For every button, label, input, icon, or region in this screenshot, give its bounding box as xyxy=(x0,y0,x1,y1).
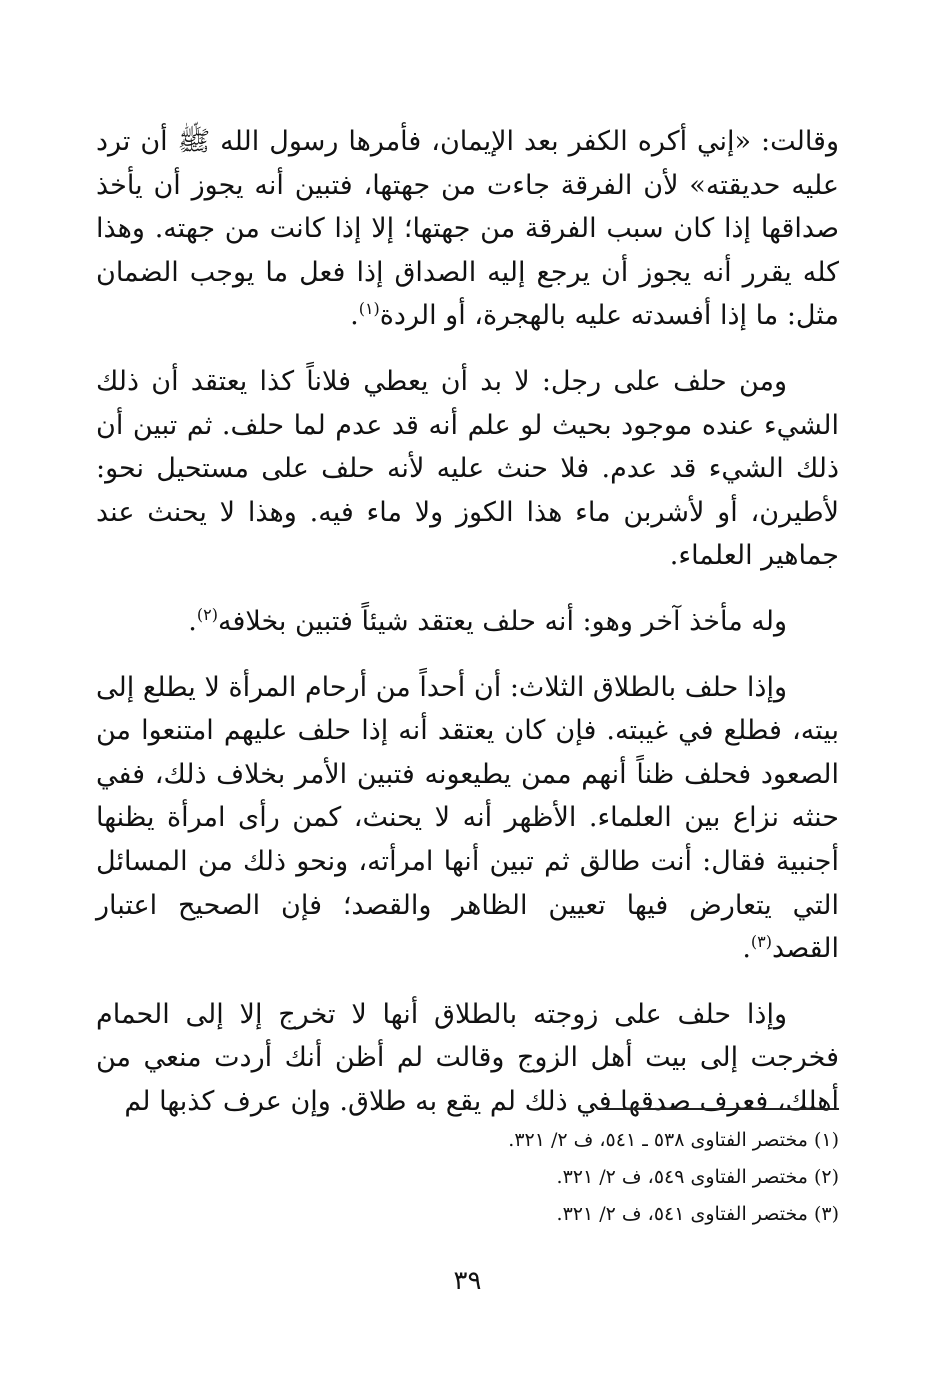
footnote-1: (١) مختصر الفتاوى ٥٣٨ ـ ٥٤١، ف ٢/ ٣٢١. xyxy=(508,1129,839,1151)
paragraph-text: وإذا حلف على زوجته بالطلاق أنها لا تخرج إلا إلى الحمام فخرجت إلى بيت أهل الزوج وقالت لم أظن أنك أردت منعي من أهلك، فعرف صدقها في ذلك لم يقع به طلاق. وإن عرف كذبها لم xyxy=(96,998,839,1117)
footnote-reference: (١) xyxy=(358,299,380,319)
footnote-2: (٢) مختصر الفتاوى ٥٤٩، ف ٢/ ٣٢١. xyxy=(556,1166,839,1188)
page-number: ٣٩ xyxy=(453,1266,482,1296)
paragraph-3 xyxy=(96,600,839,644)
footnote-3: (٣) مختصر الفتاوى ٥٤١، ف ٢/ ٣٢١. xyxy=(556,1203,839,1225)
footnote-reference: (٣) xyxy=(750,932,773,952)
paragraph-text: وله مأخذ آخر وهو: أنه حلف يعتقد شيئاً فتبين بخلافه xyxy=(217,605,787,637)
paragraph-end: . xyxy=(350,300,359,332)
footnotes xyxy=(96,1122,839,1233)
paragraph-1 xyxy=(96,120,839,338)
page-body xyxy=(96,120,839,1145)
paragraph-2 xyxy=(96,360,839,578)
paragraph-text: ومن حلف على رجل: لا بد أن يعطي فلاناً كذا يعتقد أن ذلك الشيء عنده موجود بحيث لو علم أنه قد عدم لما حلف. ثم تبين أن ذلك الشيء قد عدم. فلا حنث عليه لأنه حلف على مستحيل نحو: لأطيرن، أو لأشربن ماء هذا الكوز ولا ماء فيه. وهذا لا يحنث عند جماهير العلماء. xyxy=(96,365,839,572)
paragraph-5 xyxy=(96,993,839,1124)
paragraph-text: وإذا حلف بالطلاق الثلاث: أن أحداً من أرحام المرأة لا يطلع إلى بيته، فطلع في غيبته. فإن كان يعتقد أنه إذا حلف عليهم امتنعوا من الصعود فحلف ظناً أنهم ممن يطيعونه فتبين الأمر بخلاف ذلك، ففي حنثه نزاع بين العلماء. الأظهر أنه لا يحنث، كمن رأى امرأة يظنها أجنبية فقال: أنت طالق ثم تبين أنها امرأته، ونحو ذلك من المسائل التي يتعارض فيها تعيين الظاهر والقصد؛ فإن الصحيح اعتبار القصد xyxy=(96,671,839,965)
footnote-divider xyxy=(601,1108,839,1110)
paragraph-end: . xyxy=(188,605,197,637)
paragraph-text: وقالت: «إني أكره الكفر بعد الإيمان، فأمرها رسول الله ﷺ أن ترد عليه حديقته» لأن الفرقة جاءت من جهتها، فتبين أنه يجوز أن يأخذ صداقها إذا كان سبب الفرقة من جهتها؛ إلا إذا كانت من جهته. وهذا كله يقرر أنه يجوز أن يرجع إليه الصداق إذا فعل ما يوجب الضمان مثل: ما إذا أفسدته عليه بالهجرة، أو الردة xyxy=(96,126,839,332)
paragraph-4 xyxy=(96,666,839,971)
footnote-reference: (٢) xyxy=(196,604,218,624)
paragraph-end: . xyxy=(742,933,751,965)
